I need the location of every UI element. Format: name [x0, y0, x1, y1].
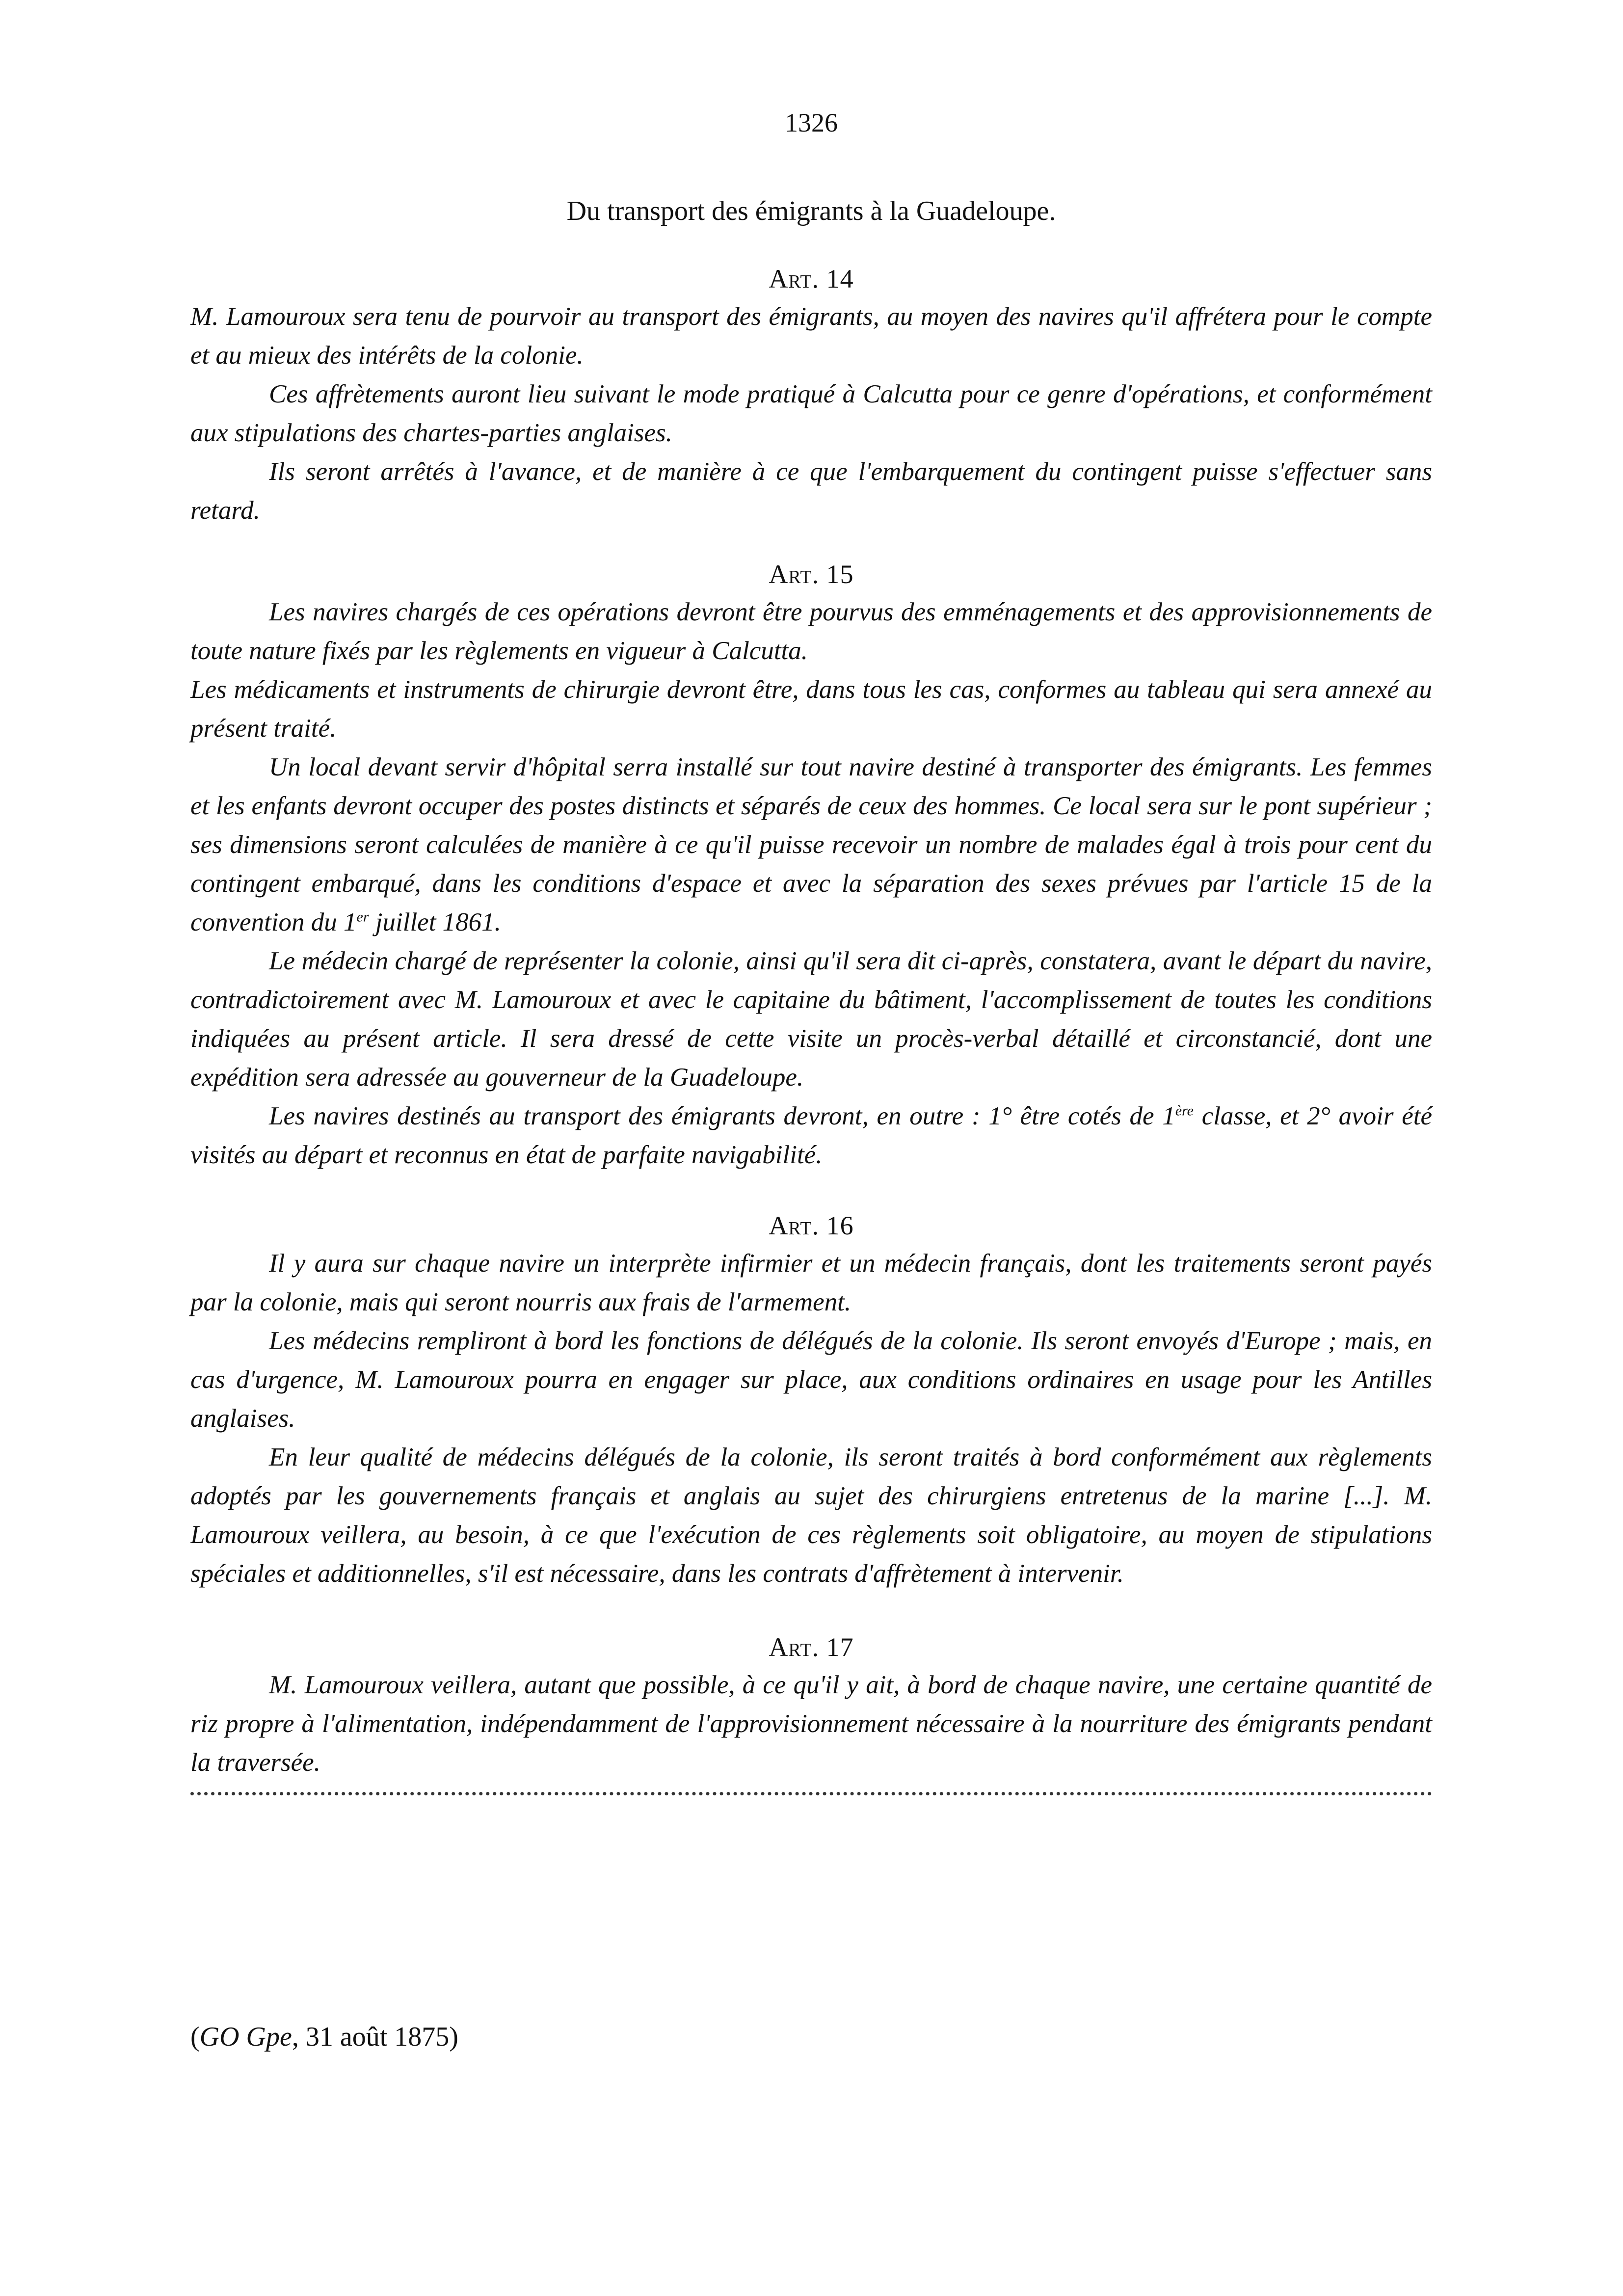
superscript: ère — [1175, 1102, 1194, 1119]
paragraph: Les médicaments et instruments de chirurgie devront être, dans tous les cas, conformes au tableau qui sera annexé au présent traité. — [190, 675, 1432, 743]
paragraph: Il y aura sur chaque navire un interprète infirmier et un médecin français, dont les traitements seront payés par la colonie, mais qui seront nourris aux frais de l'armement. — [190, 1249, 1432, 1316]
article-heading — [190, 560, 1432, 589]
paragraph — [190, 748, 1432, 942]
dotted-separator — [190, 1792, 1432, 1795]
paragraph: En leur qualité de médecins délégués de la colonie, ils seront traités à bord conformément aux règlements adoptés par les gouvernements français et anglais au sujet des chirurgiens entretenus de la marine [...]. M. Lamouroux veillera, au besoin, à ce que l'exécution de ces règlements soit obligatoire, au moyen de stipulations spéciales et additionnelles, s'il est nécessaire, dans les contrats d'affrètement à intervenir. — [190, 1443, 1432, 1588]
document-title: Du transport des émigrants à la Guadeloupe. — [566, 196, 1056, 226]
article-heading — [190, 264, 1432, 294]
article-heading-text: Art. 15 — [769, 560, 854, 589]
article-body — [190, 1666, 1432, 1782]
paragraph: M. Lamouroux veillera, autant que possible, à ce qu'il y ait, à bord de chaque navire, une certaine quantité de riz propre à l'alimentation, indépendamment de l'approvisionnement nécessaire à la nourriture des émigrants pendant la traversée. — [190, 1671, 1432, 1777]
page-number: 1326 — [785, 108, 838, 137]
paragraph-text-tail: juillet 1861. — [369, 908, 501, 936]
paragraph: Les navires chargés de ces opérations devront être pourvus des emménagements et des approvisionnements de toute nature fixés par les règlements en vigueur à Calcutta. — [190, 598, 1432, 665]
source-journal: GO Gpe — [199, 2022, 292, 2052]
paragraph-text: Les navires destinés au transport des émigrants devront, en outre : 1° être cotés de 1 — [269, 1102, 1175, 1130]
article-16 — [190, 1211, 1432, 1593]
paragraph: M. Lamouroux sera tenu de pourvoir au transport des émigrants, au moyen des navires qu'il affrétera pour le compte et au mieux des intérêts de la colonie. — [190, 302, 1432, 370]
article-heading — [190, 1211, 1432, 1240]
paragraph: Le médecin chargé de représenter la colonie, ainsi qu'il sera dit ci-après, constatera, avant le départ du navire, contradictoirement avec M. Lamouroux et avec le capitaine du bâtiment, l'accomplissement de toutes les conditions indiquées au présent article. Il sera dressé de cette visite un procès-verbal détaillé et circonstancié, dont une expédition sera adressée au gouverneur de la Guadeloupe. — [190, 947, 1432, 1092]
superscript: er — [356, 908, 369, 925]
paragraph-text-tail: classe, et 2° avoir été visités au départ et reconnus en état de parfaite navigabilité. — [190, 1102, 1432, 1169]
paragraph: Ils seront arrêtés à l'avance, et de manière à ce que l'embarquement du contingent puisse s'effectuer sans retard. — [190, 457, 1432, 525]
paragraph — [190, 1097, 1432, 1175]
article-body — [190, 297, 1432, 530]
document-page — [190, 108, 1432, 1795]
article-heading — [190, 1632, 1432, 1662]
article-heading-text: Art. 17 — [769, 1632, 854, 1662]
article-heading-text: Art. 16 — [769, 1211, 854, 1240]
article-body — [190, 593, 1432, 1175]
article-17 — [190, 1632, 1432, 1782]
article-14 — [190, 264, 1432, 530]
source-citation — [190, 2021, 458, 2053]
article-body — [190, 1244, 1432, 1593]
article-15 — [190, 560, 1432, 1175]
source-open: ( — [190, 2022, 200, 2052]
paragraph: Les médecins rempliront à bord les fonctions de délégués de la colonie. Ils seront envoyés d'Europe ; mais, en cas d'urgence, M. Lamouroux pourra en engager sur place, aux conditions ordinaires en usage pour les Antilles anglaises. — [190, 1327, 1432, 1433]
article-heading-text: Art. 14 — [769, 264, 854, 294]
paragraph: Ces affrètements auront lieu suivant le mode pratiqué à Calcutta pour ce genre d'opérations, et conformément aux stipulations des chartes-parties anglaises. — [190, 380, 1432, 447]
source-date: , 31 août 1875) — [292, 2022, 458, 2052]
paragraph-text: Un local devant servir d'hôpital serra installé sur tout navire destiné à transporter des émigrants. Les femmes et les enfants devront occuper des postes distincts et séparés de ceux des hommes. Ce local sera sur le pont supérieur ; ses dimensions seront calculées de manière à ce qu'il puisse recevoir un nombre de malades égal à trois pour cent du contingent embarqué, dans les conditions d'espace et avec la séparation des sexes prévues par l'article 15 de la convention du 1 — [190, 753, 1432, 936]
